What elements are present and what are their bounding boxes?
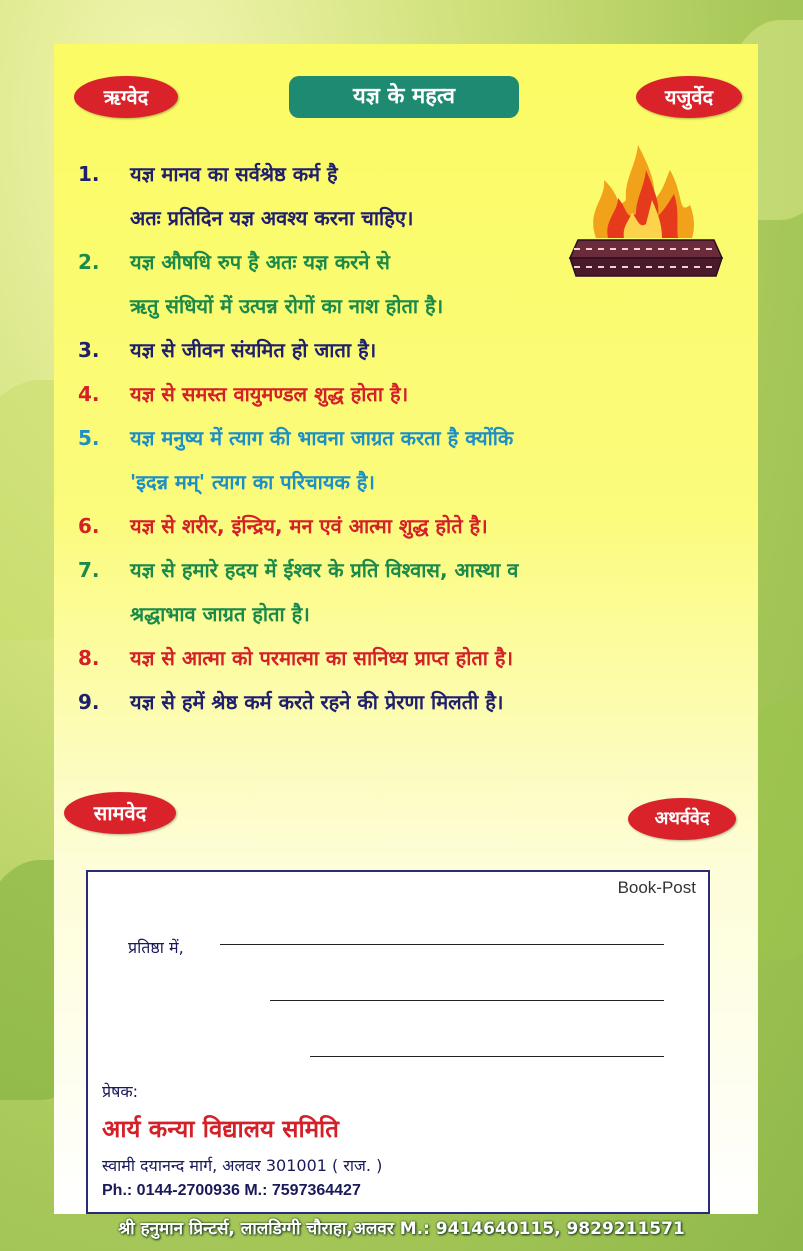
printer-credit: श्री हनुमान प्रिन्टर्स, लालडिग्गी चौराहा,अलवर M.: 9414640115, 9829211571 xyxy=(118,1219,685,1239)
sender-address: स्वामी दयानन्द मार्ग, अलवर 301001 ( राज. ) xyxy=(102,1156,383,1175)
page-title: यज्ञ के महत्व xyxy=(289,76,519,118)
yajurveda-badge: यजुर्वेद xyxy=(636,76,742,118)
benefits-list xyxy=(74,152,664,724)
list-item-text: यज्ञ से जीवन संयमित हो जाता है। xyxy=(130,338,377,362)
list-item-number: 7. xyxy=(78,558,100,582)
list-item xyxy=(74,372,664,416)
list-item-number: 3. xyxy=(78,338,100,362)
list-item-number: 6. xyxy=(78,514,100,538)
list-item-number: 9. xyxy=(78,690,100,714)
book-post-label: Book-Post xyxy=(617,878,696,897)
list-item xyxy=(74,504,664,548)
list-item-number: 8. xyxy=(78,646,100,670)
address-line xyxy=(310,1056,664,1057)
list-item-number: 1. xyxy=(78,162,100,186)
list-item xyxy=(74,416,664,504)
list-item-text: ऋतु संधियों में उत्पन्न रोगों का नाश होता है। xyxy=(130,294,444,318)
list-item xyxy=(74,240,664,328)
recipient-label: प्रतिष्ठा में, xyxy=(128,938,184,957)
list-item-text: 'इदन्न मम्' त्याग का परिचायक है। xyxy=(130,470,375,494)
list-item-number: 4. xyxy=(78,382,100,406)
samaveda-badge: सामवेद xyxy=(64,792,176,834)
address-box xyxy=(86,870,710,1214)
list-item-text: यज्ञ मानव का सर्वश्रेष्ठ कर्म है xyxy=(130,162,338,186)
list-item-text: यज्ञ मनुष्य में त्याग की भावना जाग्रत करता है क्योंकि xyxy=(130,426,514,450)
list-item xyxy=(74,152,664,240)
list-item xyxy=(74,636,664,680)
list-item-text: यज्ञ से हमें श्रेष्ठ कर्म करते रहने की प्रेरणा मिलती है। xyxy=(130,690,504,714)
list-item-text: अतः प्रतिदिन यज्ञ अवश्य करना चाहिए। xyxy=(130,206,414,230)
address-line xyxy=(270,1000,664,1001)
address-line xyxy=(220,944,664,945)
list-item-text: यज्ञ से शरीर, इंन्द्रिय, मन एवं आत्मा शुद्ध होते है। xyxy=(130,514,488,538)
list-item-text: यज्ञ से समस्त वायुमण्डल शुद्ध होता है। xyxy=(130,382,409,406)
list-item-text: श्रद्धाभाव जाग्रत होता है। xyxy=(130,602,310,626)
rigveda-badge: ऋग्वेद xyxy=(74,76,178,118)
list-item xyxy=(74,680,664,724)
list-item-text: यज्ञ औषधि रुप है अतः यज्ञ करने से xyxy=(130,250,390,274)
list-item-text: यज्ञ से आत्मा को परमात्मा का सानिध्य प्राप्त होता है। xyxy=(130,646,514,670)
atharvaveda-badge: अथर्ववेद xyxy=(628,798,736,840)
list-item-number: 2. xyxy=(78,250,100,274)
sender-phones: Ph.: 0144-2700936 M.: 7597364427 xyxy=(102,1182,361,1199)
list-item-text: यज्ञ से हमारे हदय में ईश्वर के प्रति विश्वास, आस्था व xyxy=(130,558,519,582)
sender-name: आर्य कन्या विद्यालय समिति xyxy=(102,1115,339,1143)
list-item xyxy=(74,548,664,636)
list-item xyxy=(74,328,664,372)
list-item-number: 5. xyxy=(78,426,100,450)
sender-label: प्रेषक: xyxy=(102,1082,139,1101)
